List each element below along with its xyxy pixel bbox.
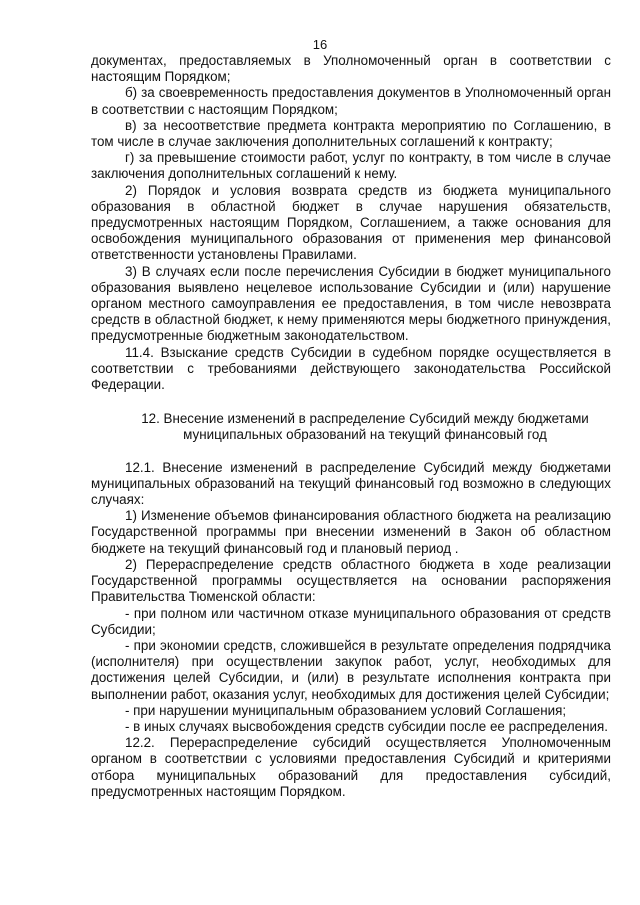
paragraph: 11.4. Взыскание средств Субсидии в судебном порядке осуществляется в соответствии с требованиями действующего законодательства Российской Федерации. <box>91 344 611 393</box>
section-heading <box>91 411 611 443</box>
section-heading-line: муниципальных образований на текущий финансовый год <box>183 427 547 443</box>
paragraph: 3) В случаях если после перечисления Субсидии в бюджет муниципального образования выявлено нецелевое использование Субсидии и (или) нарушение органом местного самоуправления ее предоставления, в том числе невозврата средств в областной бюджет, к нему применяются меры бюджетного принуждения, предусмотренные бюджетным законодательством. <box>91 263 611 344</box>
list-item: - в иных случаях высвобождения средств субсидии после ее распределения. <box>125 718 608 734</box>
paragraph: 2) Перераспределение средств областного бюджета в ходе реализации Государственной программы осуществляется на основании распоряжения Правительства Тюменской области: <box>91 556 611 605</box>
list-item: - при экономии средств, сложившейся в результате определения подрядчика (исполнителя) при осуществлении закупок работ, услуг, необходимых для достижения целей Субсидии, и (или) в результате исполнения контракта при выполнении работ, оказания услуг, необходимых для достижения целей Субсидии; <box>91 637 611 702</box>
paragraph: в) за несоответствие предмета контракта мероприятию по Соглашению, в том числе в случае заключения дополнительных соглашений к контракту; <box>91 117 611 150</box>
document-body <box>91 53 611 800</box>
list-item: - при нарушении муниципальным образованием условий Соглашения; <box>125 702 567 718</box>
paragraph: документах, предоставляемых в Уполномоченный орган в соответствии с настоящим Порядком; <box>91 53 611 85</box>
list-item: - при полном или частичном отказе муниципального образования от средств Субсидии; <box>91 605 611 637</box>
paragraph: 12.1. Внесение изменений в распределение Субсидий между бюджетами муниципальных образований на текущий финансовый год возможно в следующих случаях: <box>91 459 611 508</box>
page-number: 16 <box>312 37 328 52</box>
paragraph: 1) Изменение объемов финансирования областного бюджета на реализацию Государственной программы при внесении изменений в Закон об областном бюджете на текущий финансовый год и плановый период . <box>91 508 611 556</box>
paragraph: г) за превышение стоимости работ, услуг по контракту, в том числе в случае заключения дополнительных соглашений к нему. <box>91 150 611 182</box>
paragraph: 12.2. Перераспределение субсидий осуществляется Уполномоченным органом в соответствии с условиями предоставления Субсидий и критериями отбора муниципальных образований для предоставления субсидий, предусмотренных настоящим Порядком. <box>91 735 611 799</box>
paragraph: 2) Порядок и условия возврата средств из бюджета муниципального образования в областной бюджет в случае нарушения обязательств, предусмотренных настоящим Порядком, Соглашением, а также основания для освобождения муниципального образования от применения мер финансовой ответственности установлены Правилами. <box>91 182 611 263</box>
paragraph: б) за своевременность предоставления документов в Уполномоченный орган в соответствии с настоящим Порядком; <box>91 85 611 117</box>
section-heading-line: 12. Внесение изменений в распределение Субсидий между бюджетами <box>141 411 589 427</box>
section-12 <box>91 460 611 800</box>
section-11-continuation <box>91 53 611 393</box>
